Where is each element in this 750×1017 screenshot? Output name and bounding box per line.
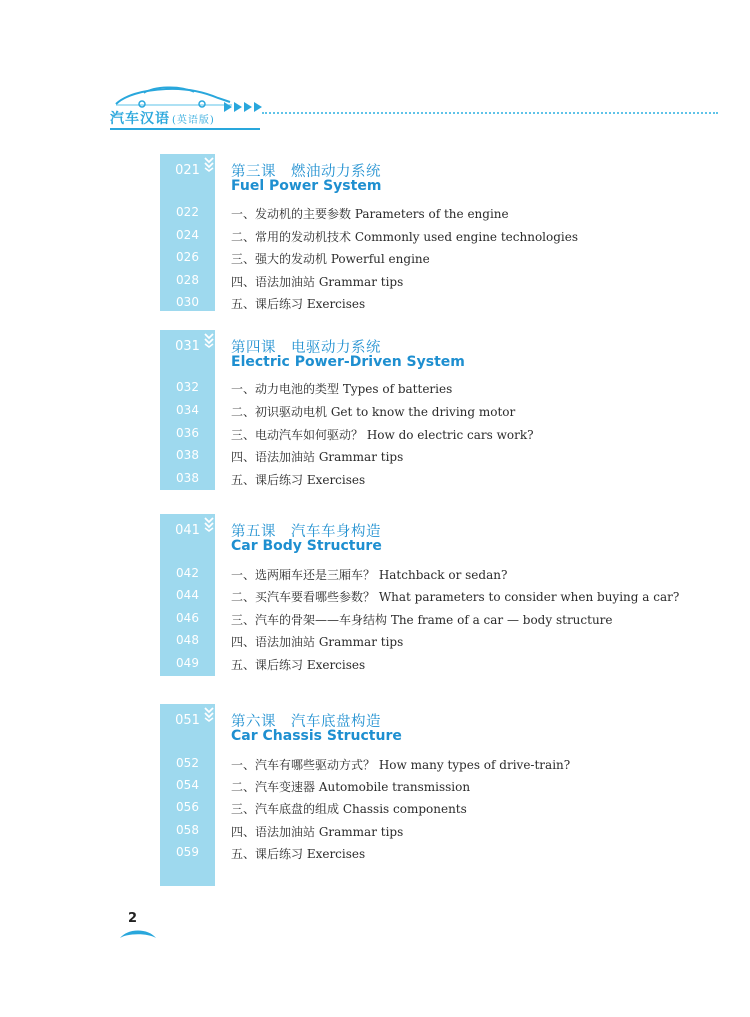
header-rule: [110, 128, 260, 130]
toc-item[interactable]: 二、初识驱动电机 Get to know the driving motor: [231, 405, 516, 419]
item-page-number: 059: [176, 845, 199, 859]
toc-item[interactable]: 四、语法加油站 Grammar tips: [231, 825, 404, 839]
toc-item[interactable]: 一、汽车有哪些驱动方式？ How many types of drive-train?: [231, 758, 571, 772]
lesson-title-zh: 第三课 燃油动力系统: [231, 164, 381, 180]
item-page-number: 028: [176, 273, 199, 287]
lesson-title-zh: 第四课 电驱动力系统: [231, 340, 381, 356]
page-header: [110, 84, 720, 130]
toc-item[interactable]: 三、汽车底盘的组成 Chassis components: [231, 802, 467, 816]
toc-item[interactable]: 五、课后练习 Exercises: [231, 297, 366, 311]
item-page-number: 022: [176, 205, 199, 219]
item-page-number: 034: [176, 403, 199, 417]
car-silhouette-icon: [114, 84, 234, 108]
toc-item[interactable]: 一、发动机的主要参数 Parameters of the engine: [231, 207, 509, 221]
item-page-number: 036: [176, 426, 199, 440]
lesson-title-en: Car Chassis Structure: [231, 728, 402, 744]
toc-item[interactable]: 四、语法加油站 Grammar tips: [231, 275, 404, 289]
arrow-chain-icon: [224, 101, 266, 113]
item-page-number: 038: [176, 471, 199, 485]
toc-item[interactable]: 五、课后练习 Exercises: [231, 658, 366, 672]
toc-item[interactable]: 五、课后练习 Exercises: [231, 847, 366, 861]
item-page-number: 026: [176, 250, 199, 264]
item-page-number: 046: [176, 611, 199, 625]
item-page-number: 024: [176, 228, 199, 242]
swoosh-icon: [118, 925, 158, 939]
header-dotted-line: [262, 112, 718, 114]
lesson-title-en: Electric Power-Driven System: [231, 354, 465, 370]
item-page-number: 048: [176, 633, 199, 647]
item-page-number: 056: [176, 800, 199, 814]
toc-item[interactable]: 四、语法加油站 Grammar tips: [231, 635, 404, 649]
item-page-number: 030: [176, 295, 199, 309]
item-page-number: 054: [176, 778, 199, 792]
toc-item[interactable]: 三、汽车的骨架——车身结构 The frame of a car — body structure: [231, 613, 613, 627]
item-page-number: 038: [176, 448, 199, 462]
toc-item[interactable]: 二、汽车变速器 Automobile transmission: [231, 780, 471, 794]
toc-item[interactable]: 三、电动汽车如何驱动？ How do electric cars work?: [231, 428, 534, 442]
toc-item[interactable]: 一、动力电池的类型 Types of batteries: [231, 382, 453, 396]
brand-lockup: [110, 108, 215, 128]
brand-edition: (英语版): [172, 114, 215, 126]
item-page-number: 042: [176, 566, 199, 580]
item-page-number: 044: [176, 588, 199, 602]
toc-item[interactable]: 五、课后练习 Exercises: [231, 473, 366, 487]
item-page-number: 032: [176, 380, 199, 394]
toc-item[interactable]: 三、强大的发动机 Powerful engine: [231, 252, 430, 266]
lesson-page-number: 031: [175, 339, 200, 354]
page-number: 2: [128, 911, 138, 926]
lesson-title-zh: 第六课 汽车底盘构造: [231, 714, 381, 730]
toc-item[interactable]: 二、买汽车要看哪些参数？ What parameters to consider when buying a car?: [231, 590, 680, 604]
brand-title: 汽车汉语: [110, 111, 170, 127]
lesson-title-zh: 第五课 汽车车身构造: [231, 524, 381, 540]
lesson-title-en: Fuel Power System: [231, 178, 382, 194]
item-page-number: 052: [176, 756, 199, 770]
lesson-page-number: 021: [175, 163, 200, 178]
lesson-title-en: Car Body Structure: [231, 538, 382, 554]
item-page-number: 049: [176, 656, 199, 670]
toc-item[interactable]: 二、常用的发动机技术 Commonly used engine technologies: [231, 230, 579, 244]
toc-item[interactable]: 四、语法加油站 Grammar tips: [231, 450, 404, 464]
toc-item[interactable]: 一、选两厢车还是三厢车？ Hatchback or sedan?: [231, 568, 508, 582]
lesson-page-number: 051: [175, 713, 200, 728]
item-page-number: 058: [176, 823, 199, 837]
lesson-page-number: 041: [175, 523, 200, 538]
